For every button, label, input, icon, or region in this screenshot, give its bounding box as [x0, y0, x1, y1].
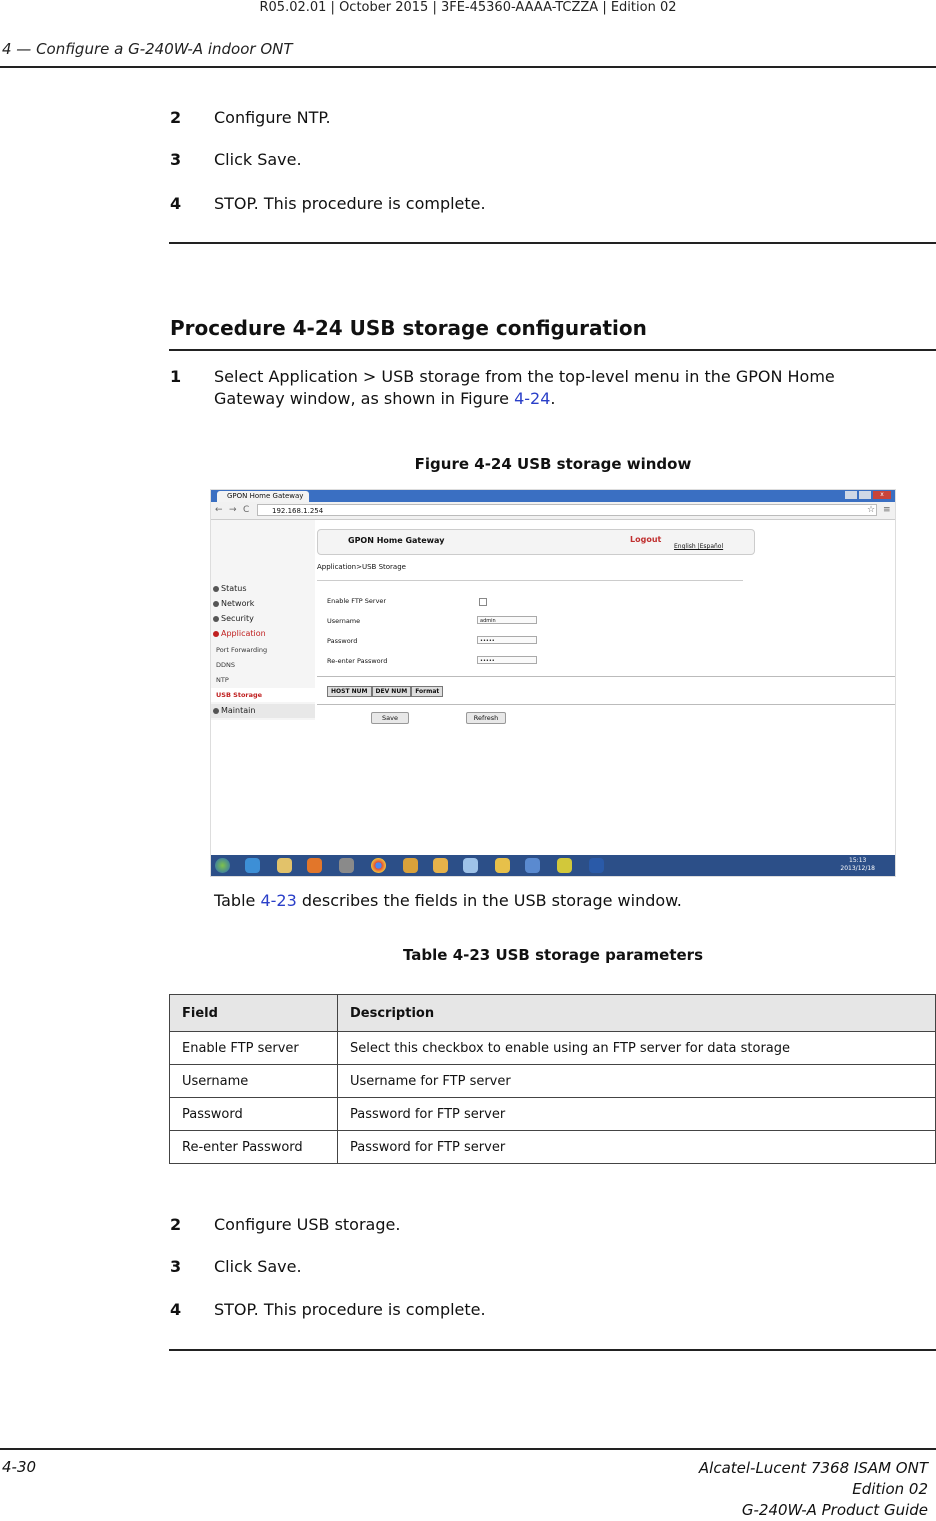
- sidebar-item-usb-storage[interactable]: USB Storage: [216, 691, 263, 699]
- field-cell: Enable FTP server: [170, 1032, 338, 1065]
- minimize-icon[interactable]: [845, 491, 857, 499]
- close-icon[interactable]: x: [873, 491, 891, 499]
- clock-time: 15:13: [849, 857, 867, 864]
- step-text-line2: [214, 389, 555, 408]
- browser-titlebar: [211, 490, 895, 502]
- usb-parameters-table: [169, 994, 936, 1164]
- step-text: Configure NTP.: [214, 108, 331, 127]
- field-cell: Password: [170, 1098, 338, 1131]
- enable-ftp-checkbox[interactable]: [479, 598, 487, 606]
- remote-icon[interactable]: [525, 858, 540, 873]
- description-cell: Username for FTP server: [338, 1065, 936, 1098]
- sidebar-label: Security: [221, 614, 254, 623]
- figure-link[interactable]: 4-24: [514, 389, 551, 408]
- step-text: STOP. This procedure is complete.: [214, 194, 486, 213]
- procedure-title-rule: [169, 349, 936, 351]
- sidebar-item-status[interactable]: [213, 584, 247, 593]
- step-text-part: Gateway window, as shown in Figure: [214, 389, 515, 408]
- sidebar-item-ddns[interactable]: DDNS: [216, 661, 235, 669]
- menu-icon[interactable]: ≡: [883, 505, 891, 515]
- start-icon[interactable]: [215, 858, 230, 873]
- text-part: describes the fields in the USB storage window.: [296, 891, 682, 910]
- footer-edition: Edition 02: [852, 1480, 928, 1498]
- host-num-header: HOST NUM: [327, 686, 372, 697]
- sidebar-item-application[interactable]: [213, 629, 266, 638]
- step-number: 3: [170, 150, 182, 169]
- collapse-icon: [213, 631, 219, 637]
- network-app-icon[interactable]: [463, 858, 478, 873]
- header-chapter-title: 4 — Configure a G-240W-A indoor ONT: [2, 40, 293, 58]
- sidebar-item-maintain[interactable]: [213, 706, 255, 715]
- expand-icon: [213, 601, 219, 607]
- header-doc-info: R05.02.01 | October 2015 | 3FE-45360-AAAA-TCZZA | Edition 02: [259, 0, 677, 15]
- sidebar-item-ntp[interactable]: NTP: [216, 676, 229, 684]
- username-input[interactable]: admin: [477, 616, 537, 624]
- field-cell: Username: [170, 1065, 338, 1098]
- reenter-password-input[interactable]: •••••: [477, 656, 537, 664]
- sidebar-label: Status: [221, 584, 247, 593]
- expand-icon: [213, 616, 219, 622]
- breadcrumb-divider: [317, 580, 743, 581]
- table-header-row: [170, 995, 936, 1032]
- step-number: 3: [170, 1257, 182, 1276]
- address-bar: [211, 502, 895, 520]
- step-number: 2: [170, 1215, 182, 1234]
- firefox-icon[interactable]: [307, 858, 322, 873]
- gateway-sidebar: [211, 520, 315, 720]
- table-intro-text: [214, 891, 682, 910]
- sidebar-label: Network: [221, 599, 255, 608]
- dev-num-header: DEV NUM: [372, 686, 412, 697]
- utility-icon[interactable]: [557, 858, 572, 873]
- sidebar-label: Maintain: [221, 706, 256, 715]
- section-end-rule: [169, 242, 936, 244]
- step-text-part: .: [550, 389, 556, 408]
- column-header-field: Field: [170, 995, 338, 1032]
- step-text: STOP. This procedure is complete.: [214, 1300, 486, 1319]
- forward-icon[interactable]: →: [229, 505, 237, 515]
- table-link[interactable]: 4-23: [260, 891, 297, 910]
- messenger-icon[interactable]: [495, 858, 510, 873]
- sidebar-item-security[interactable]: [213, 614, 254, 623]
- chrome-icon[interactable]: [371, 858, 386, 873]
- word-icon[interactable]: [589, 858, 604, 873]
- windows-taskbar: [211, 855, 895, 876]
- save-button[interactable]: Save: [371, 712, 409, 724]
- bookmark-star-icon[interactable]: ☆: [867, 505, 876, 515]
- expand-icon: [213, 708, 219, 714]
- step-text-line1: Select Application > USB storage from the top-level menu in the GPON Home: [214, 367, 835, 386]
- table-row: [170, 1131, 936, 1164]
- step-number: 4: [170, 1300, 182, 1319]
- language-links[interactable]: English |Español: [674, 543, 724, 550]
- step-number: 1: [170, 367, 182, 386]
- section-end-rule: [169, 1349, 936, 1351]
- step-text: Configure USB storage.: [214, 1215, 401, 1234]
- field-cell: Re-enter Password: [170, 1131, 338, 1164]
- expand-icon: [213, 586, 219, 592]
- table-row: [170, 1032, 936, 1065]
- browser-tab[interactable]: GPON Home Gateway: [217, 491, 309, 502]
- usb-storage-screenshot: [210, 489, 896, 877]
- password-input[interactable]: •••••: [477, 636, 537, 644]
- reenter-password-label: Re-enter Password: [327, 657, 388, 665]
- step-text: Click Save.: [214, 1257, 302, 1276]
- ie-icon[interactable]: [245, 858, 260, 873]
- form-divider: [317, 676, 895, 677]
- clock-date: 2013/12/18: [840, 865, 875, 872]
- sidebar-item-network[interactable]: [213, 599, 254, 608]
- description-cell: Select this checkbox to enable using an FTP server for data storage: [338, 1032, 936, 1065]
- description-cell: Password for FTP server: [338, 1098, 936, 1131]
- url-input[interactable]: 192.168.1.254: [257, 504, 877, 516]
- maximize-icon[interactable]: [859, 491, 871, 499]
- mail-icon[interactable]: [433, 858, 448, 873]
- procedure-title: Procedure 4-24 USB storage configuration: [170, 316, 647, 340]
- step-number: 2: [170, 108, 182, 127]
- footer-guide: G-240W-A Product Guide: [741, 1501, 928, 1519]
- sidebar-item-port-forwarding[interactable]: Port Forwarding: [216, 646, 268, 654]
- gateway-banner: [317, 529, 755, 555]
- table-row: [170, 1065, 936, 1098]
- username-label: Username: [327, 617, 361, 625]
- app-icon[interactable]: [339, 858, 354, 873]
- password-label: Password: [327, 637, 358, 645]
- step-text: Click Save.: [214, 150, 302, 169]
- table-row: [170, 1098, 936, 1131]
- enable-ftp-label: Enable FTP Server: [327, 597, 387, 605]
- page-number: 4-30: [2, 1458, 37, 1476]
- sidebar-label: Application: [221, 629, 266, 638]
- footer-product: Alcatel-Lucent 7368 ISAM ONT: [698, 1459, 928, 1477]
- table-caption: Table 4-23 USB storage parameters: [403, 946, 703, 964]
- column-header-description: Description: [338, 995, 936, 1032]
- notes-icon[interactable]: [403, 858, 418, 873]
- gateway-title: GPON Home Gateway: [348, 536, 445, 545]
- figure-caption: Figure 4-24 USB storage window: [414, 455, 692, 473]
- header-rule: [0, 66, 936, 68]
- format-header: Format: [411, 686, 443, 697]
- logout-link[interactable]: Logout: [630, 535, 662, 544]
- back-icon[interactable]: ←: [215, 505, 223, 515]
- description-cell: Password for FTP server: [338, 1131, 936, 1164]
- explorer-icon[interactable]: [277, 858, 292, 873]
- breadcrumb: Application>USB Storage: [317, 563, 406, 571]
- text-part: Table: [214, 891, 261, 910]
- footer-doc-info: [699, 1458, 928, 1521]
- window-controls: [845, 491, 891, 500]
- usb-table-header: [327, 686, 443, 697]
- system-clock: [840, 857, 875, 873]
- reload-icon[interactable]: C: [243, 505, 250, 515]
- refresh-button[interactable]: Refresh: [466, 712, 506, 724]
- table-divider: [317, 704, 895, 705]
- step-number: 4: [170, 194, 182, 213]
- footer-rule: [0, 1448, 936, 1450]
